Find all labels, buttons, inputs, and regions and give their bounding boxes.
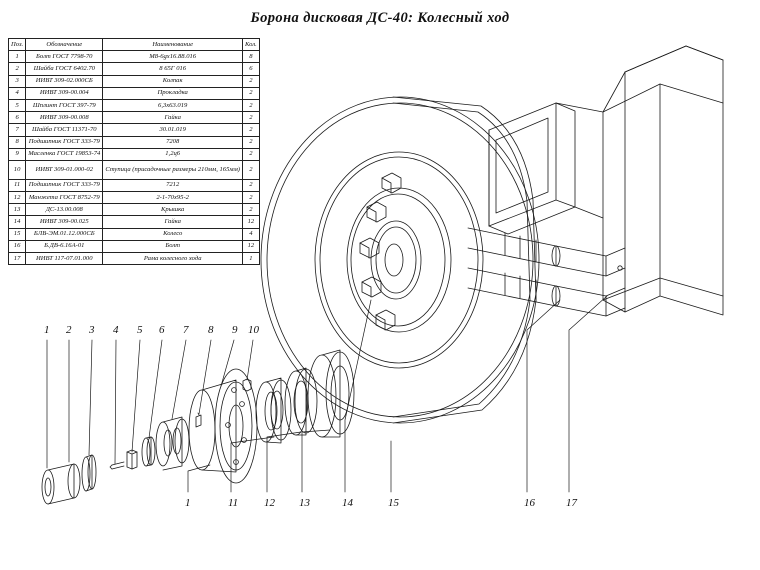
cell-pos: 13 — [9, 204, 26, 216]
callout-6: 6 — [159, 324, 165, 336]
cell-designation: Подшипник ГОСТ 333-79 — [26, 179, 103, 191]
callout-16: 16 — [524, 497, 535, 509]
cell-pos: 4 — [9, 87, 26, 99]
cell-name: Гайка — [103, 216, 243, 228]
cell-name: Крышка — [103, 204, 243, 216]
cell-designation: ДС-13.00.008 — [26, 204, 103, 216]
axle-shaft — [468, 228, 606, 316]
header-pos: Поз. — [9, 39, 26, 51]
cell-name: 7208 — [103, 136, 243, 148]
cell-name: 2-1-70х95-2 — [103, 192, 243, 204]
callout-11: 11 — [228, 497, 239, 509]
cell-qty: 2 — [243, 87, 260, 99]
part-washer-7 — [142, 437, 155, 466]
callout-2: 2 — [66, 324, 72, 336]
cell-qty: 1 — [243, 253, 260, 265]
cell-name: 8 65Г 016 — [103, 63, 243, 75]
cell-qty: 12 — [243, 240, 260, 252]
callout-14: 14 — [342, 497, 353, 509]
wheel-tire — [261, 97, 539, 423]
cell-qty: 6 — [243, 63, 260, 75]
cell-qty: 2 — [243, 136, 260, 148]
cell-pos: 1 — [9, 51, 26, 63]
cell-pos: 3 — [9, 75, 26, 87]
cell-designation: Шайба ГОСТ 11371-70 — [26, 124, 103, 136]
cell-name: Рама колесного хода — [103, 253, 243, 265]
frame-bracket — [489, 103, 575, 234]
cell-pos: 14 — [9, 216, 26, 228]
cell-name: Колпак — [103, 75, 243, 87]
callout-1: 1 — [44, 324, 50, 336]
cell-qty: 2 — [243, 112, 260, 124]
cell-designation: ИИВТ 117-07.01.000 — [26, 253, 103, 265]
cell-pos: 8 — [9, 136, 26, 148]
cell-pos: 17 — [9, 253, 26, 265]
wheel-rim — [315, 152, 483, 368]
frame-link-bot — [575, 207, 603, 218]
cell-pos: 16 — [9, 240, 26, 252]
cell-pos: 10 — [9, 160, 26, 179]
cell-name: Болт — [103, 240, 243, 252]
cell-name: Ступица (присадочные размеры 210мм, 165мм) — [103, 160, 243, 179]
cell-pos: 6 — [9, 112, 26, 124]
cell-pos: 7 — [9, 124, 26, 136]
cell-qty: 2 — [243, 179, 260, 191]
cell-qty: 2 — [243, 124, 260, 136]
cell-qty: 2 — [243, 192, 260, 204]
part-nipple-9 — [196, 413, 201, 427]
part-gasket-4 — [82, 455, 96, 491]
cell-qty: 2 — [243, 148, 260, 160]
part-cover-13 — [308, 350, 354, 437]
cell-pos: 11 — [9, 179, 26, 191]
callout-10: 10 — [248, 324, 259, 336]
header-qty: Кол. — [243, 39, 260, 51]
part-bearing-8 — [156, 417, 189, 470]
cell-name: 6,3х63.019 — [103, 99, 243, 111]
callout-17: 17 — [566, 497, 577, 509]
callout-8: 8 — [208, 324, 214, 336]
header-designation: Обозначение — [26, 39, 103, 51]
cell-pos: 12 — [9, 192, 26, 204]
page-title: Борона дисковая ДС-40: Колесный ход — [250, 10, 510, 26]
cell-name: Прокладка — [103, 87, 243, 99]
callout-15: 15 — [388, 497, 399, 509]
callout-13: 13 — [299, 497, 310, 509]
cell-qty: 2 — [243, 204, 260, 216]
callout-5: 5 — [137, 324, 143, 336]
frame-link-top — [556, 103, 603, 112]
callout-9: 9 — [232, 324, 238, 336]
callout-12: 12 — [264, 497, 275, 509]
cell-qty: 12 — [243, 216, 260, 228]
cell-designation: Б.ДВ-6.16А-01 — [26, 240, 103, 252]
part-cap-3 — [42, 464, 80, 504]
cell-designation: Подшипник ГОСТ 333-79 — [26, 136, 103, 148]
cell-pos: 5 — [9, 99, 26, 111]
cell-name: М8-6gx16.88.016 — [103, 51, 243, 63]
cell-name: 7212 — [103, 179, 243, 191]
cell-designation: ИИВТ 309-01.000-02 — [26, 160, 103, 179]
cell-name: 1,2ц6 — [103, 148, 243, 160]
cell-qty: 2 — [243, 75, 260, 87]
cell-designation: Шайба ГОСТ 6402.70 — [26, 63, 103, 75]
cell-designation: ИИВТ 309-00.008 — [26, 112, 103, 124]
cell-designation: БЛВ-ЭМ.01.12.000СБ — [26, 228, 103, 240]
cell-pos: 15 — [9, 228, 26, 240]
cell-qty: 2 — [243, 99, 260, 111]
cell-designation: Манжета ГОСТ 8752-79 — [26, 192, 103, 204]
cell-designation: Масленка ГОСТ 19853-74 — [26, 148, 103, 160]
callout-1: 1 — [185, 497, 191, 509]
cell-designation: ИИВТ 309-02.000СБ — [26, 75, 103, 87]
cell-name: Колесо — [103, 228, 243, 240]
cell-qty: 2 — [243, 160, 260, 179]
callout-4: 4 — [113, 324, 119, 336]
cell-name: 30.01.019 — [103, 124, 243, 136]
part-pin-5 — [110, 462, 124, 469]
cell-designation: ИИВТ 309-00.025 — [26, 216, 103, 228]
cell-qty: 8 — [243, 51, 260, 63]
cell-pos: 2 — [9, 63, 26, 75]
cell-designation: ИИВТ 309-00.004 — [26, 87, 103, 99]
callout-3: 3 — [89, 324, 95, 336]
part-bearing-11 — [256, 378, 291, 443]
header-name: Наименование — [103, 39, 243, 51]
wheel-bolts — [360, 173, 401, 330]
part-nut-6 — [127, 450, 137, 469]
callout-7: 7 — [183, 324, 189, 336]
cell-name: Гайка — [103, 112, 243, 124]
cell-designation: Болт ГОСТ 7798-70 — [26, 51, 103, 63]
cell-designation: Шплинт ГОСТ 397-79 — [26, 99, 103, 111]
cell-pos: 9 — [9, 148, 26, 160]
cell-qty: 4 — [243, 228, 260, 240]
wheel-frame — [603, 46, 723, 316]
